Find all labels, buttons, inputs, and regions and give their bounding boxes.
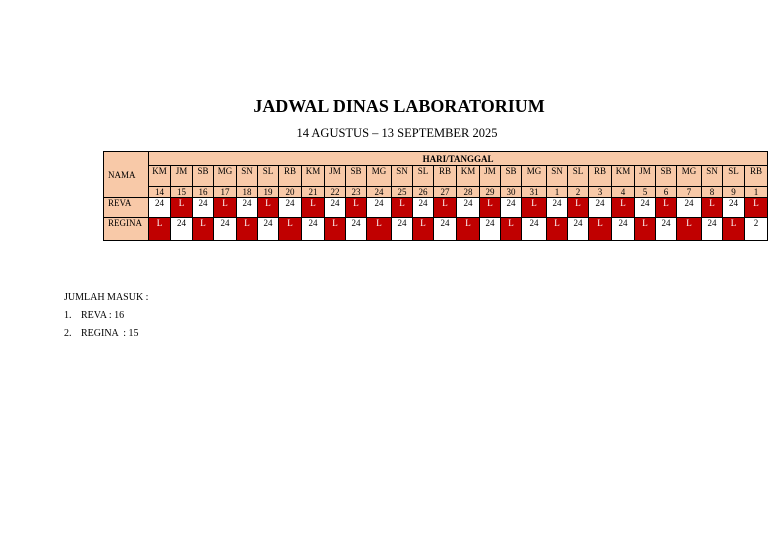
date-cell: 20: [279, 187, 302, 198]
date-cell: 24: [367, 187, 392, 198]
day-cell: SN: [392, 166, 413, 187]
date-cell: 23: [346, 187, 367, 198]
date-cell: 19: [258, 187, 279, 198]
off-day-cell: L: [522, 198, 547, 218]
date-cell: 14: [149, 187, 171, 198]
day-cell: MG: [677, 166, 702, 187]
date-cell: 31: [522, 187, 547, 198]
staff-name: REGINA: [104, 218, 149, 241]
day-cell: SL: [568, 166, 589, 187]
shift-cell: 24: [723, 198, 745, 218]
shift-cell: 24: [193, 198, 214, 218]
off-day-cell: L: [413, 218, 434, 241]
day-cell: KM: [457, 166, 480, 187]
shift-cell: 24: [346, 218, 367, 241]
date-cell: 27: [434, 187, 457, 198]
shift-cell: 24: [149, 198, 171, 218]
off-day-cell: L: [258, 198, 279, 218]
schedule-table: [103, 151, 768, 241]
summary-title: JUMLAH MASUK :: [64, 292, 149, 303]
off-day-cell: L: [346, 198, 367, 218]
day-cell: RB: [279, 166, 302, 187]
date-cell: 3: [589, 187, 612, 198]
off-day-cell: L: [635, 218, 656, 241]
date-cell: 6: [656, 187, 677, 198]
date-cell: 25: [392, 187, 413, 198]
off-day-cell: L: [367, 218, 392, 241]
off-day-cell: L: [214, 198, 237, 218]
off-day-cell: L: [302, 198, 325, 218]
off-day-cell: L: [193, 218, 214, 241]
day-cell: SN: [702, 166, 723, 187]
date-cell: 16: [193, 187, 214, 198]
date-cell: 18: [237, 187, 258, 198]
day-cell: JM: [635, 166, 656, 187]
date-cell: 21: [302, 187, 325, 198]
summary-item: [64, 328, 148, 346]
date-cell: 1: [547, 187, 568, 198]
day-cell: SL: [413, 166, 434, 187]
off-day-cell: L: [677, 218, 702, 241]
date-cell: 30: [501, 187, 522, 198]
off-day-cell: L: [237, 218, 258, 241]
day-cell: JM: [171, 166, 193, 187]
date-cell: 15: [171, 187, 193, 198]
date-cell: 26: [413, 187, 434, 198]
off-day-cell: L: [702, 198, 723, 218]
date-cell: 17: [214, 187, 237, 198]
shift-cell: 24: [612, 218, 635, 241]
date-cell: 1: [745, 187, 768, 198]
off-day-cell: L: [392, 198, 413, 218]
day-cell: SN: [547, 166, 568, 187]
header-group-row: [104, 152, 768, 166]
date-cell: 9: [723, 187, 745, 198]
off-day-cell: L: [434, 198, 457, 218]
off-day-cell: L: [457, 218, 480, 241]
summary-item-number: 2.: [64, 328, 72, 339]
off-day-cell: L: [325, 218, 346, 241]
day-cell: SL: [723, 166, 745, 187]
day-cell: KM: [149, 166, 171, 187]
shift-cell: 2: [745, 218, 768, 241]
day-cell: SB: [656, 166, 677, 187]
day-cell: SB: [346, 166, 367, 187]
shift-cell: 24: [501, 198, 522, 218]
date-cell: 4: [612, 187, 635, 198]
shift-cell: 24: [656, 218, 677, 241]
shift-cell: 24: [171, 218, 193, 241]
shift-cell: 24: [522, 218, 547, 241]
date-cell: 2: [568, 187, 589, 198]
shift-cell: 24: [367, 198, 392, 218]
shift-cell: 24: [568, 218, 589, 241]
off-day-cell: L: [589, 218, 612, 241]
date-cell: 7: [677, 187, 702, 198]
shift-cell: 24: [434, 218, 457, 241]
day-cell: SN: [237, 166, 258, 187]
date-cell: 28: [457, 187, 480, 198]
day-cell: KM: [612, 166, 635, 187]
off-day-cell: L: [149, 218, 171, 241]
shift-cell: 24: [302, 218, 325, 241]
off-day-cell: L: [656, 198, 677, 218]
off-day-cell: L: [279, 218, 302, 241]
day-cell: RB: [745, 166, 768, 187]
day-cell: JM: [480, 166, 501, 187]
page-subtitle: 14 AGUSTUS – 13 SEPTEMBER 2025: [296, 126, 498, 140]
day-cell: MG: [367, 166, 392, 187]
off-day-cell: L: [171, 198, 193, 218]
hari-tanggal-header: HARI/TANGGAL: [149, 152, 768, 166]
off-day-cell: L: [568, 198, 589, 218]
table-row: [104, 198, 768, 218]
day-row: [104, 166, 768, 187]
shift-cell: 24: [457, 198, 480, 218]
shift-cell: 24: [702, 218, 723, 241]
shift-cell: 24: [258, 218, 279, 241]
off-day-cell: L: [723, 218, 745, 241]
off-day-cell: L: [480, 198, 501, 218]
shift-cell: 24: [237, 198, 258, 218]
day-cell: SL: [258, 166, 279, 187]
day-cell: RB: [434, 166, 457, 187]
staff-name: REVA: [104, 198, 149, 218]
date-cell: 29: [480, 187, 501, 198]
day-cell: SB: [193, 166, 214, 187]
summary-item-text: REVA : 16: [81, 310, 125, 321]
summary-item-number: 1.: [64, 310, 72, 321]
page-title: JADWAL DINAS LABORATORIUM: [253, 96, 545, 116]
off-day-cell: L: [745, 198, 768, 218]
day-cell: SB: [501, 166, 522, 187]
date-row: [104, 187, 768, 198]
day-cell: RB: [589, 166, 612, 187]
off-day-cell: L: [612, 198, 635, 218]
shift-cell: 24: [214, 218, 237, 241]
shift-cell: 24: [413, 198, 434, 218]
shift-cell: 24: [279, 198, 302, 218]
summary-list: [64, 310, 148, 346]
shift-cell: 24: [589, 198, 612, 218]
shift-cell: 24: [325, 198, 346, 218]
shift-cell: 24: [480, 218, 501, 241]
table-row: [104, 218, 768, 241]
day-cell: JM: [325, 166, 346, 187]
day-cell: KM: [302, 166, 325, 187]
summary-section: [64, 292, 148, 346]
date-cell: 22: [325, 187, 346, 198]
summary-item-text: REGINA : 15: [81, 328, 139, 339]
day-cell: MG: [522, 166, 547, 187]
date-cell: 8: [702, 187, 723, 198]
date-cell: 5: [635, 187, 656, 198]
shift-cell: 24: [547, 198, 568, 218]
shift-cell: 24: [677, 198, 702, 218]
name-column-header: NAMA: [104, 152, 149, 198]
shift-cell: 24: [392, 218, 413, 241]
summary-item: [64, 310, 148, 328]
off-day-cell: L: [501, 218, 522, 241]
shift-cell: 24: [635, 198, 656, 218]
off-day-cell: L: [547, 218, 568, 241]
day-cell: MG: [214, 166, 237, 187]
